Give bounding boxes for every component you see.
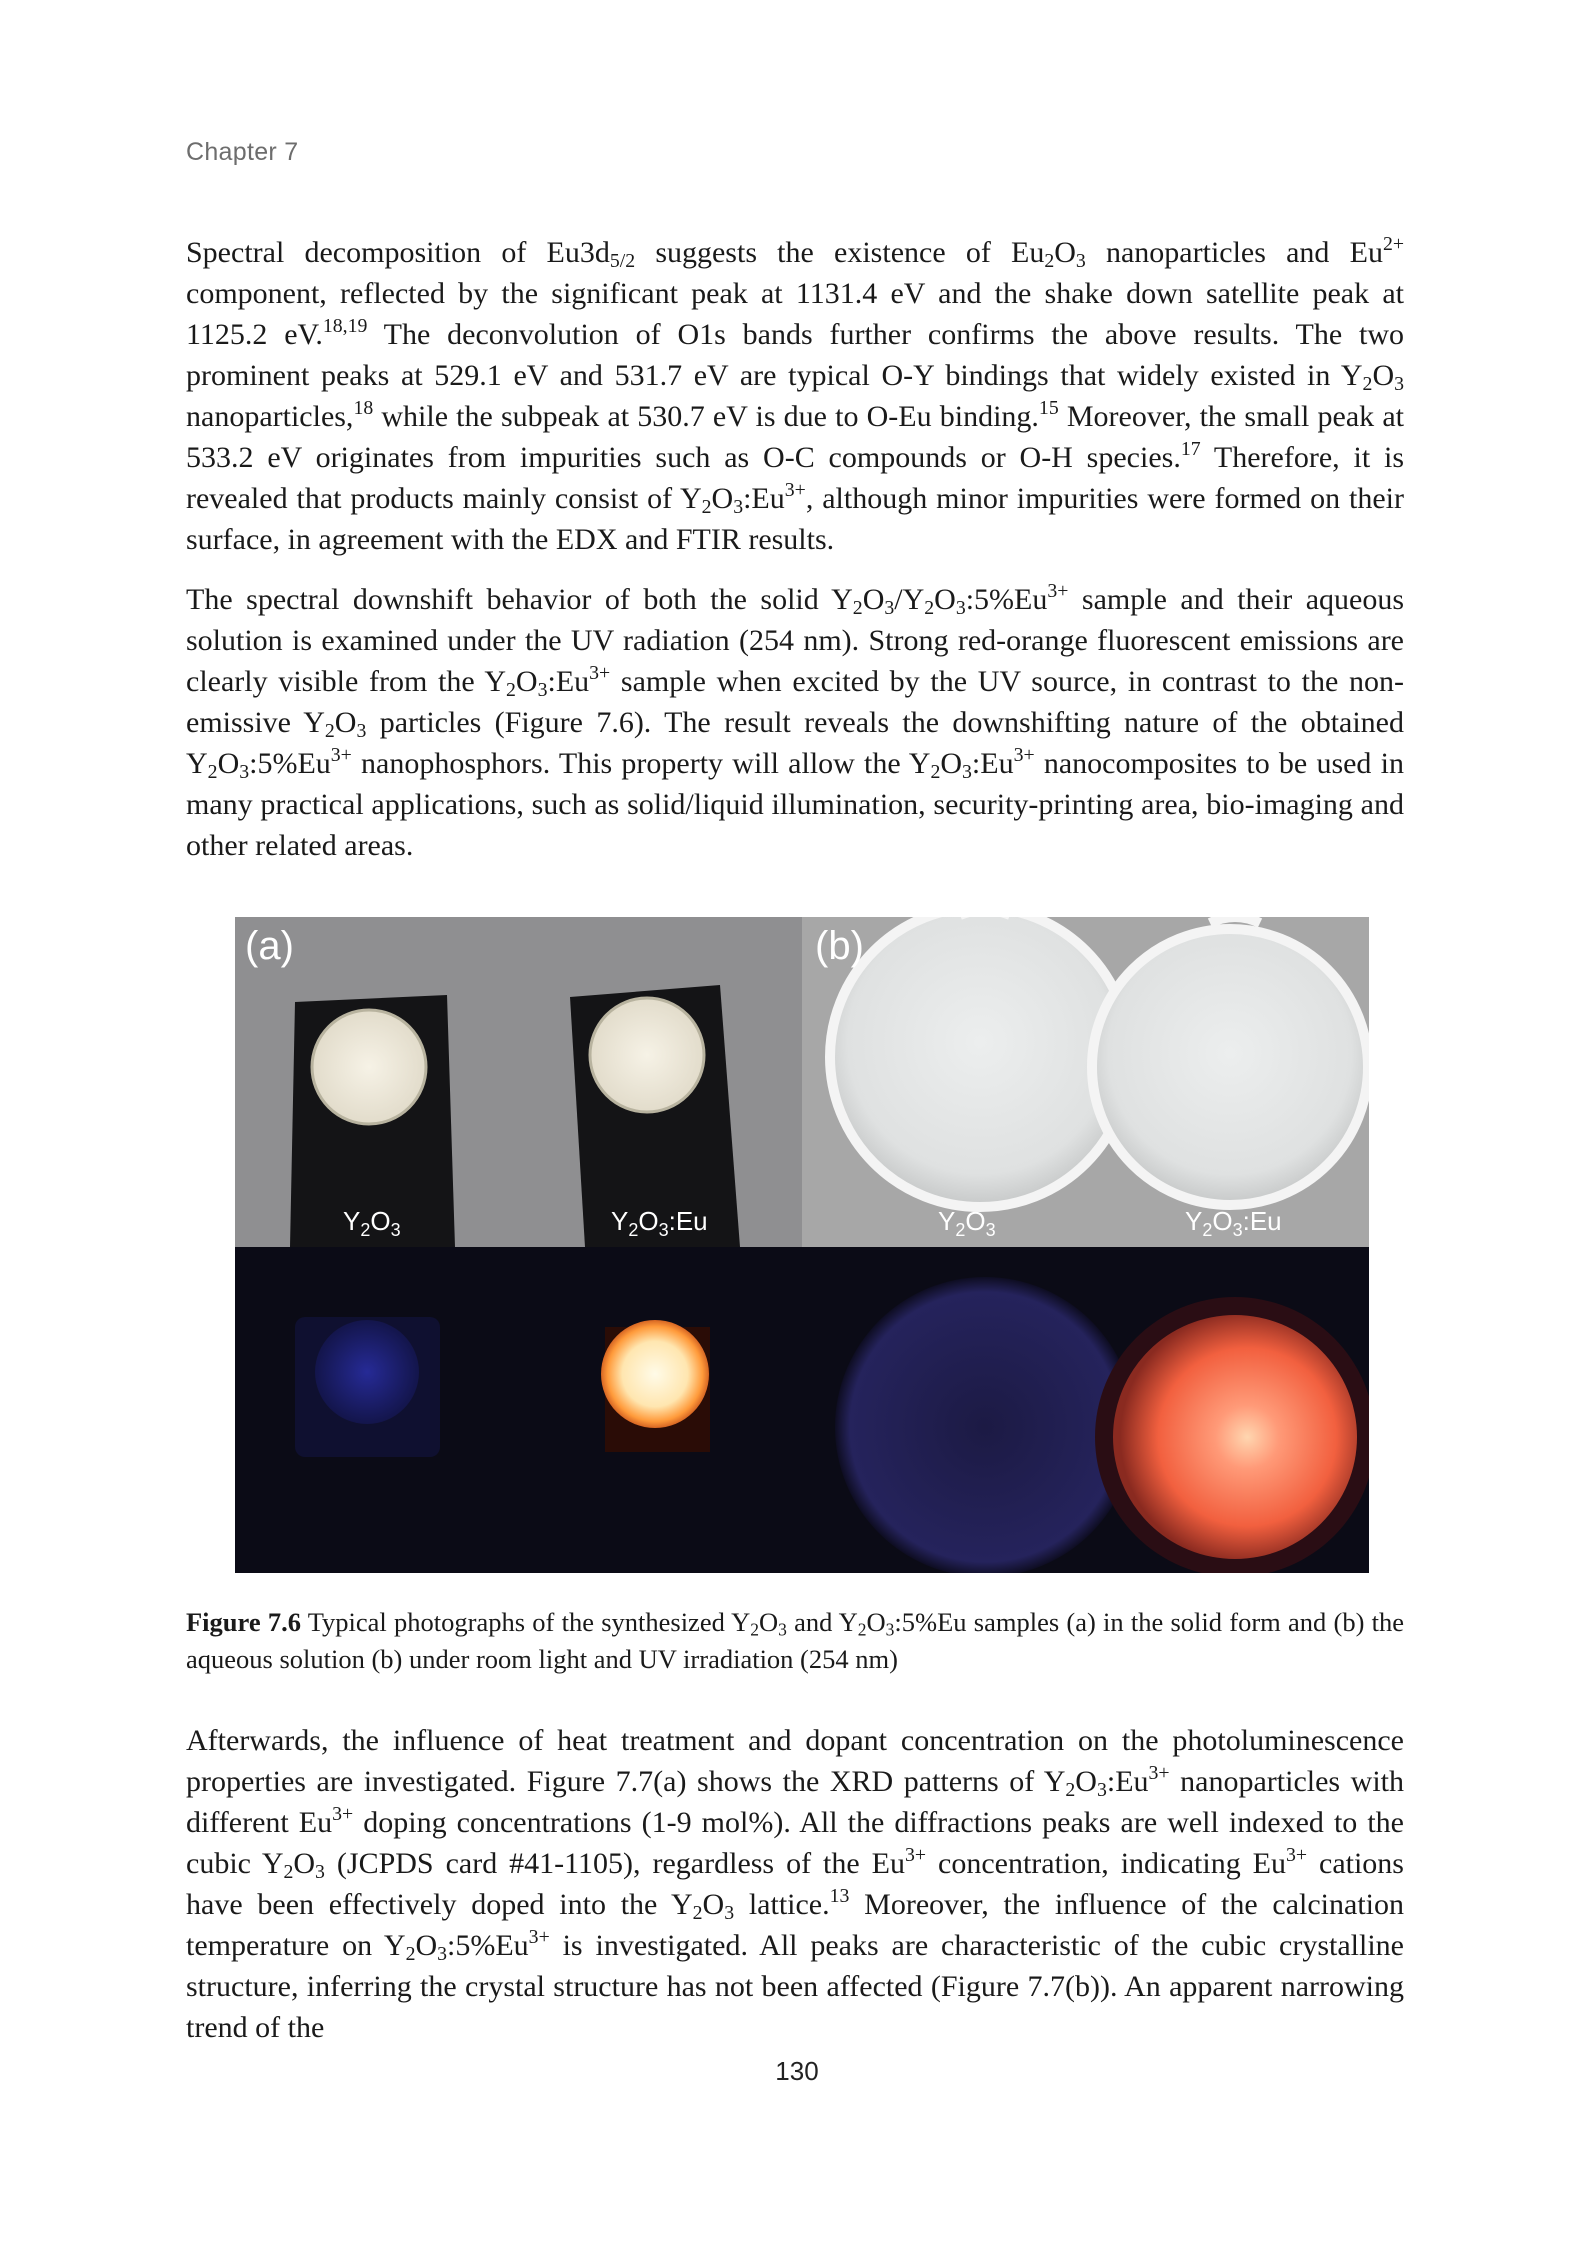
paragraph-xrd: Afterwards, the influence of heat treatment and dopant concentration on the photoluminescence properties are investigated. Figure 7.7(a) shows the XRD patterns of $Y_2O_3:Eu^{3+}$ nanoparticles with different $Eu^{3+}$ doping concentrations (1-9 mol%). All the diffractions peaks are well indexed to the cubic $Y_2O_3$ (JCPDS card #41-1105), regardless of the $Eu^{3+}$ concentration, indicating $Eu^{3+}$ cations have been effectively doped into the $Y_2O_3$ lattice.$^{13}$ Moreover, the influence of the calcination temperature on $Y_2O_3:5\%Eu^{3+}$ is investigated. All peaks are characteristic of the cubic crystalline structure, inferring the crystal structure has not been affected (Figure 7.7(b)). An apparent narrowing trend of the xyxy=(186,1724,1404,2044)
label-y2o3-eu: $Y_2O_3:Eu$ xyxy=(611,1206,708,1240)
label-y2o3: $Y_2O_3$ xyxy=(343,1206,401,1240)
porcelain-dish xyxy=(830,917,1130,1207)
uv-dish-y2o3-eu xyxy=(1113,1315,1357,1559)
powder-sample xyxy=(312,1010,426,1124)
label-y2o3-eu: $Y_2O_3:Eu$ xyxy=(1185,1206,1282,1240)
citation: 18,19 xyxy=(322,315,368,338)
label-y2o3: $Y_2O_3$ xyxy=(938,1206,996,1240)
citation: 15 xyxy=(1038,397,1059,420)
page-number: 130 xyxy=(775,2056,819,2086)
running-head: Chapter 7 xyxy=(186,138,299,166)
panel-label-b: (b) xyxy=(815,924,864,968)
figure-caption: Figure 7.6 Typical photographs of the synthesized $Y_2O_3$ and $Y_2O_3:5\%Eu$ samples (a) in the solid form and (b) the aqueous solution (b) under room light and UV irradiation (254 nm) xyxy=(186,1607,1405,1674)
panel-label-a: (a) xyxy=(245,924,294,968)
uv-sample-y2o3-eu xyxy=(601,1320,709,1428)
powder-sample xyxy=(590,998,704,1112)
citation: 17 xyxy=(1180,438,1201,461)
figure-label: Figure 7.6 xyxy=(186,1607,301,1637)
paragraph-xps: Spectral decomposition of $Eu3d_{5/2}$ suggests the existence of $Eu_2O_3$ nanoparticles and $Eu^{2+}$ component, reflected by the significant peak at 1131.4 eV and the shake down satellite peak at 1125.2 eV.$^{18,19}$ The deconvolution of O1s bands further confirms the above results. The two prominent peaks at 529.1 eV and 531.7 eV are typical O-Y bindings that widely existed in $Y_2O_3$ nanoparticles,$^{18}$ while the subpeak at 530.7 eV is due to O-Eu binding.$^{15}$ Moreover, the small peak at 533.2 eV originates from impurities such as O-C compounds or O-H species.$^{17}$ Therefore, it is revealed that products mainly consist of $Y_2O_3:Eu^{3+}$, although minor impurities were formed on their surface, in agreement with the EDX and FTIR results. xyxy=(186,233,1404,556)
figure-7-6-photographs xyxy=(235,917,1369,1573)
porcelain-dish xyxy=(1092,929,1368,1205)
paragraph-downshift: The spectral downshift behavior of both the solid $Y_2O_3/Y_2O_3:5\%Eu^{3+}$ sample and their aqueous solution is examined under the UV radiation (254 nm). Strong red-orange fluorescent emissions are clearly visible from the $Y_2O_3:Eu^{3+}$ sample when excited by the UV source, in contrast to the non-emissive $Y_2O_3$ particles (Figure 7.6). The result reveals the downshifting nature of the obtained $Y_2O_3:5\%Eu^{3+}$ nanophosphors. This property will allow the $Y_2O_3:Eu^{3+}$ nanocomposites to be used in many practical applications, such as solid/liquid illumination, security-printing area, bio-imaging and other related areas. xyxy=(186,580,1404,862)
uv-sample-y2o3 xyxy=(315,1320,419,1424)
citation: 13 xyxy=(829,1885,850,1908)
citation: 18 xyxy=(353,397,374,420)
uv-dish-y2o3 xyxy=(835,1277,1135,1573)
